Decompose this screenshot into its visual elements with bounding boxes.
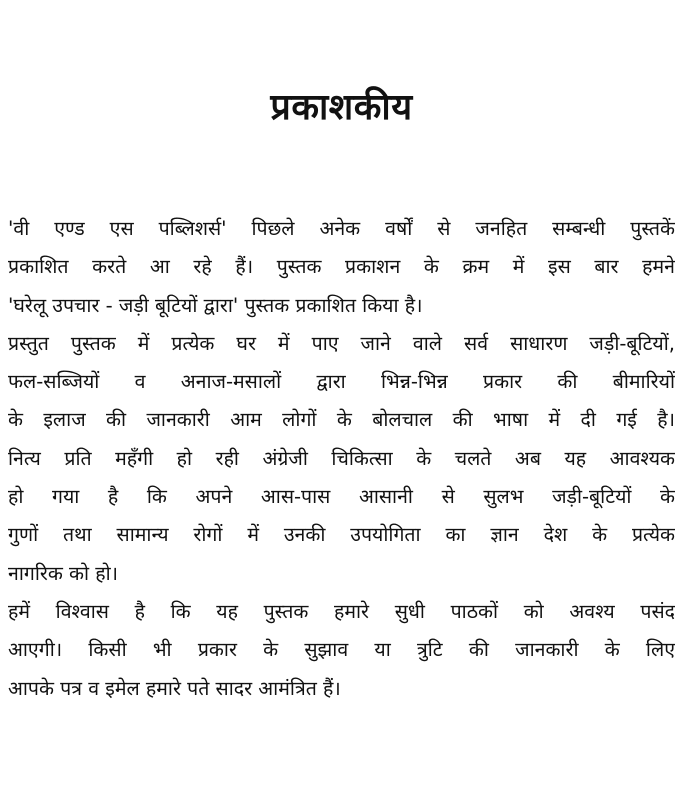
text-line: प्रस्तुत पुस्तक में प्रत्येक घर में पाए जाने वाले सर्व साधारण जड़ी-बूटियों, [8, 331, 675, 355]
text-line: आपके पत्र व इमेल हमारे पते सादर आमंत्रित हैं। [8, 676, 341, 700]
text-line: नित्य प्रति महँगी हो रही अंग्रेजी चिकित्सा के चलते अब यह आवश्यक [8, 446, 675, 470]
text-line: प्रकाशित करते आ रहे हैं। पुस्तक प्रकाशन के क्रम में इस बार हमने [8, 255, 675, 279]
page-title: प्रकाशकीय [270, 87, 413, 128]
text-line: 'घरेलू उपचार - जड़ी बूटियों द्वारा' पुस्तक प्रकाशित किया है। [8, 293, 423, 317]
text-line: आएगी। किसी भी प्रकार के सुझाव या त्रुटि की जानकारी के लिए [8, 638, 675, 662]
text-line: गुणों तथा सामान्य रोगों में उनकी उपयोगिता का ज्ञान देश के प्रत्येक [8, 523, 675, 547]
paragraph-book-description [8, 325, 675, 593]
text-line: 'वी एण्ड एस पब्लिशर्स' पिछले अनेक वर्षों से जनहित सम्बन्धी पुस्तकें [8, 217, 675, 240]
paragraph-reader-invitation [8, 593, 675, 708]
text-line: नागरिक को हो। [8, 561, 119, 585]
paragraph-publisher-intro [8, 210, 675, 325]
text-line: हमें विश्वास है कि यह पुस्तक हमारे सुधी पाठकों को अवश्य पसंद [8, 599, 675, 623]
text-line: फल-सब्जियों व अनाज-मसालों द्वारा भिन्न-भिन्न प्रकार की बीमारियों [8, 370, 675, 394]
body-text [8, 210, 675, 708]
text-line: के इलाज की जानकारी आम लोगों के बोलचाल की भाषा में दी गई है। [8, 408, 675, 432]
text-line: हो गया है कि अपने आस-पास आसानी से सुलभ जड़ी-बूटियों के [8, 485, 675, 509]
